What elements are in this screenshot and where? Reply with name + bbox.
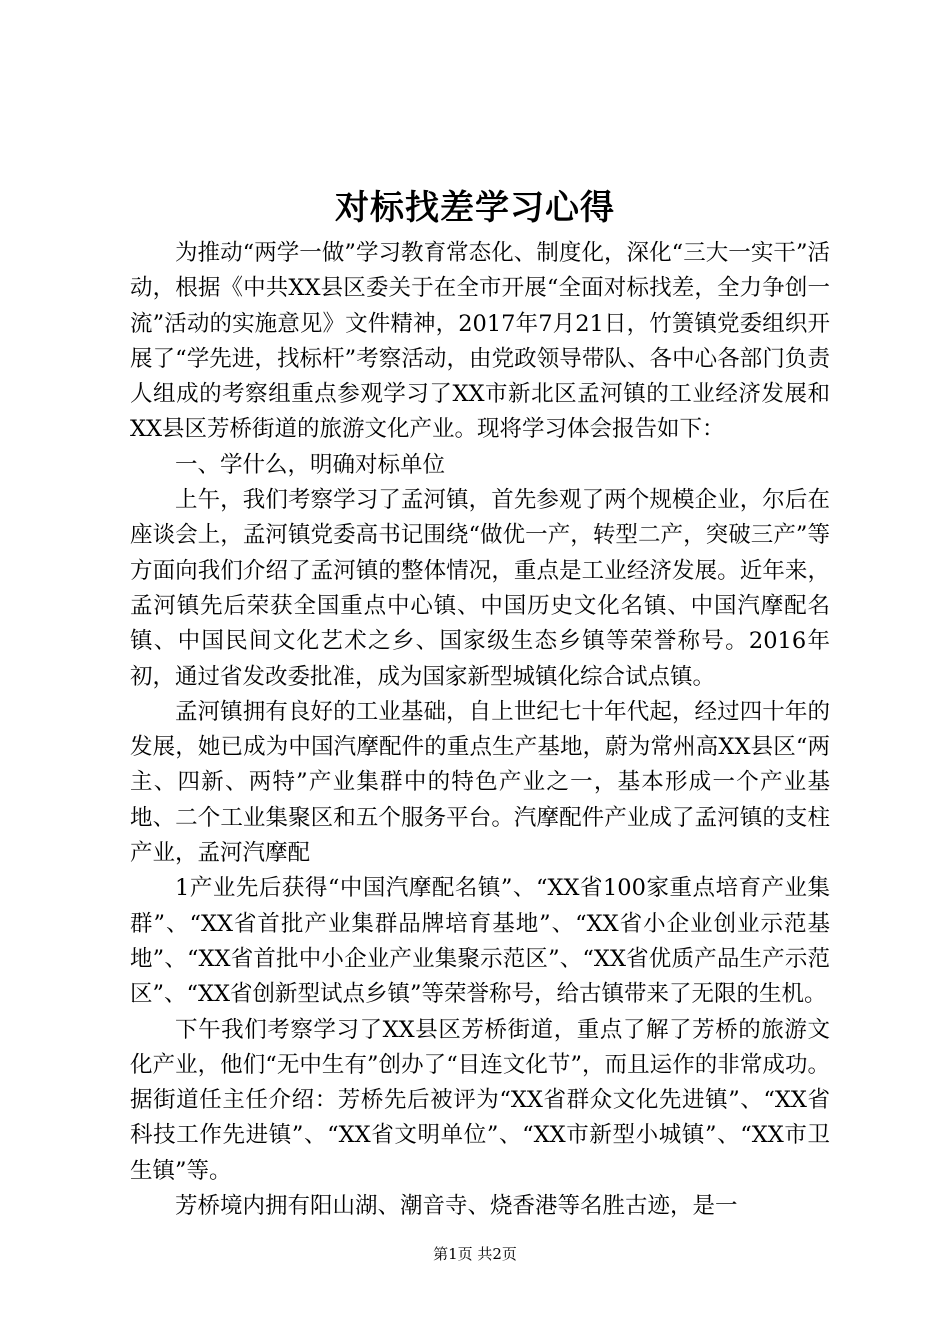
page-number: 第1页 [433,1245,473,1263]
paragraph-honors: 1产业先后获得“中国汽摩配名镇”、“XX省100家重点培育产业集群”、“XX省首批产业集群品牌培育基地”、“XX省小企业创业示范基地”、“XX省首批中小企业产业集聚示范区”、“XX省优质产品生产示范区”、“XX省创新型试点乡镇”等荣誉称号，给古镇带来了无限的生机。 [130,875,830,1008]
paragraph-scenic-sites: 芳桥境内拥有阳山湖、潮音寺、烧香港等名胜古迹，是一 [175,1193,738,1220]
document-body [130,236,830,1224]
paragraph-morning-visit: 上午，我们考察学习了孟河镇，首先参观了两个规模企业，尔后在座谈会上，孟河镇党委高书记围绕“做优一产，转型二产，突破三产”等方面向我们介绍了孟河镇的整体情况，重点是工业经济发展。近年来，孟河镇先后荣获全国重点中心镇、中国历史文化名镇、中国汽摩配名镇、中国民间文化艺术之乡、国家级生态乡镇等荣誉称号。2016年初，通过省发改委批准，成为国家新型城镇化综合试点镇。 [130,487,830,690]
page-total: 共2页 [477,1245,517,1263]
document-title: 对标找差学习心得 [335,188,615,228]
section-heading: 一、学什么，明确对标单位 [175,451,446,478]
paragraph-intro: 为推动“两学一做”学习教育常态化、制度化，深化“三大一实干”活动，根据《中共XX县区委关于在全市开展“全面对标找差，全力争创一流”活动的实施意见》文件精神，2017年7月21日，竹箦镇党委组织开展了“学先进，找标杆”考察活动，由党政领导带队、各中心各部门负责人组成的考察组重点参观学习了XX市新北区孟河镇的工业经济发展和XX县区芳桥街道的旅游文化产业。现将学习体会报告如下： [130,240,830,443]
paragraph-industry-base: 孟河镇拥有良好的工业基础，自上世纪七十年代起，经过四十年的发展，她已成为中国汽摩配件的重点生产基地，蔚为常州高XX县区“两主、四新、两特”产业集群中的特色产业之一，基本形成一个产业基地、二个工业集聚区和五个服务平台。汽摩配件产业成了孟河镇的支柱产业，孟河汽摩配 [130,698,830,867]
page-footer [0,1244,950,1264]
paragraph-afternoon-visit: 下午我们考察学习了XX县区芳桥街道，重点了解了芳桥的旅游文化产业，他们“无中生有”创办了“目连文化节”，而且运作的非常成功。据街道任主任介绍：芳桥先后被评为“XX省群众文化先进镇”、“XX省科技工作先进镇”、“XX省文明单位”、“XX市新型小城镇”、“XX市卫生镇”等。 [130,1016,830,1184]
